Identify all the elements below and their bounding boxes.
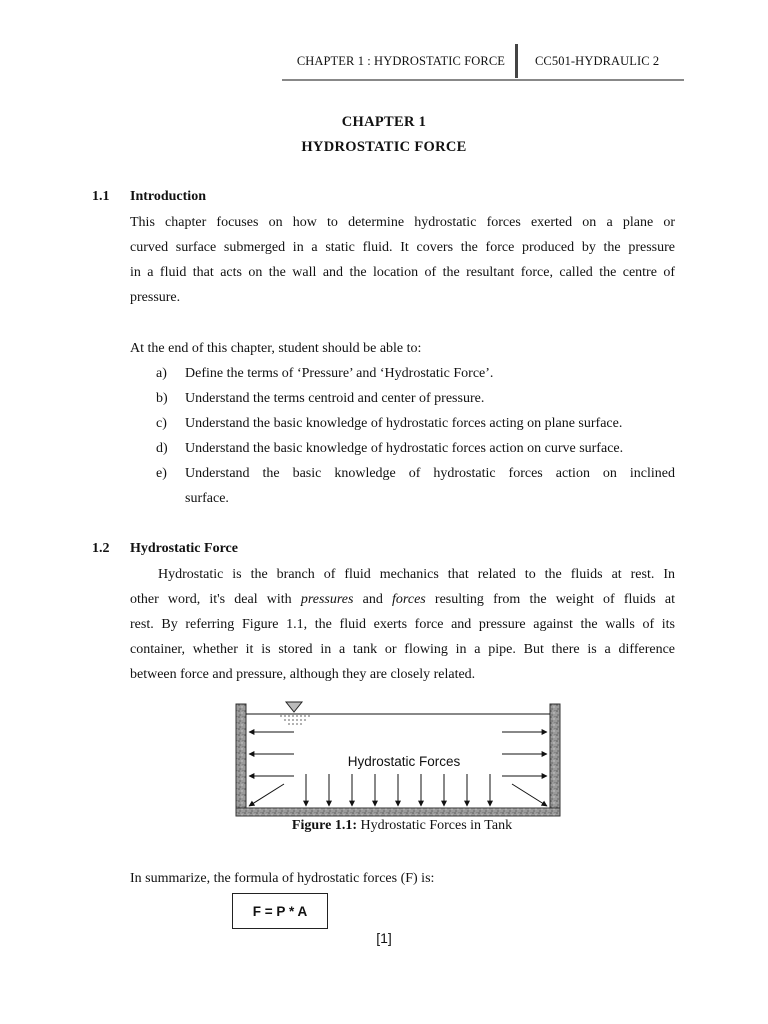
text-run: and	[353, 592, 393, 607]
list-item-line: Understand the basic knowledge of hydrostatic forces action on inclined	[185, 466, 675, 481]
chapter-label: CHAPTER 1	[341, 114, 427, 130]
list-item	[130, 386, 675, 411]
header-chapter-title: CHAPTER 1 : HYDROSTATIC FORCE	[296, 54, 505, 68]
list-item	[130, 436, 675, 461]
header-rule	[282, 79, 684, 81]
text-run: other word, it's deal with	[130, 592, 301, 607]
right-wall-arrows	[502, 732, 547, 806]
paragraph-line: curved surface submerged in a static fluid. It covers the force produced by the pressure	[130, 240, 675, 255]
hydrostatic-tank-figure	[232, 698, 568, 818]
formula-box: F = P * A	[232, 893, 328, 929]
chapter-title: HYDROSTATIC FORCE	[301, 139, 467, 155]
list-item	[130, 411, 675, 436]
list-item-text	[185, 461, 675, 511]
left-wall-arrows	[249, 732, 294, 806]
right-wall	[550, 704, 560, 810]
bottom-arrows	[306, 774, 490, 806]
list-item-text: Define the terms of ‘Pressure’ and ‘Hydrostatic Force’.	[185, 366, 494, 381]
page-number: [1]	[376, 930, 392, 946]
tank-bottom	[236, 808, 560, 816]
section-title: Introduction	[130, 189, 206, 204]
left-wall	[236, 704, 246, 810]
list-item-text: Understand the terms centroid and center of pressure.	[185, 391, 485, 406]
objectives-intro	[130, 336, 675, 361]
list-item-text: Understand the basic knowledge of hydrostatic forces acting on plane surface.	[185, 416, 623, 431]
objectives-list	[130, 361, 675, 511]
text-run: resulting from the weight of fluids at	[425, 592, 675, 607]
paragraph-line: pressure.	[130, 290, 181, 305]
section-number: 1.1	[92, 189, 110, 204]
caption-text: Hydrostatic Forces in Tank	[357, 818, 513, 833]
emphasis-pressures: pressures	[300, 592, 354, 607]
list-item	[130, 461, 675, 511]
paragraph-line	[130, 587, 675, 612]
list-marker: a)	[156, 366, 167, 381]
figure-caption	[0, 818, 768, 834]
section-number: 1.2	[92, 541, 110, 556]
header-course-code: CC501-HYDRAULIC 2	[535, 54, 660, 68]
paragraph-line: Hydrostatic is the branch of fluid mechanics that related to the fluids at rest. In	[158, 567, 675, 582]
hydrostatic-paragraph	[130, 562, 675, 687]
list-marker: b)	[156, 391, 168, 406]
list-marker: d)	[156, 441, 168, 456]
paragraph-line: in a fluid that acts on the wall and the location of the resultant force, called the centre of	[130, 265, 675, 280]
list-item	[130, 361, 675, 386]
list-marker: e)	[156, 466, 167, 481]
header-divider	[515, 44, 518, 78]
section-title: Hydrostatic Force	[130, 541, 238, 556]
paragraph-line: rest. By referring Figure 1.1, the fluid exerts force and pressure against the walls of its	[130, 617, 675, 632]
paragraph-line: This chapter focuses on how to determine hydrostatic forces exerted on a plane or	[130, 215, 675, 230]
list-marker: c)	[156, 416, 167, 431]
surface-hatch	[280, 716, 310, 724]
paragraph-line: container, whether it is stored in a tank or flowing in a pipe. But there is a difference	[130, 642, 675, 657]
figure-label: Hydrostatic Forces	[347, 754, 461, 769]
emphasis-forces: forces	[392, 592, 426, 607]
paragraph-line: In summarize, the formula of hydrostatic forces (F) is:	[130, 871, 435, 886]
paragraph-line: between force and pressure, although they are closely related.	[130, 667, 476, 682]
intro-paragraph	[130, 210, 675, 310]
caption-label: Figure 1.1:	[291, 818, 357, 833]
paragraph-line: At the end of this chapter, student should be able to:	[130, 341, 422, 356]
water-level-icon	[286, 702, 302, 712]
list-item-text: Understand the basic knowledge of hydrostatic forces action on curve surface.	[185, 441, 624, 456]
formula-intro	[130, 866, 675, 891]
list-item-line: surface.	[185, 491, 229, 506]
